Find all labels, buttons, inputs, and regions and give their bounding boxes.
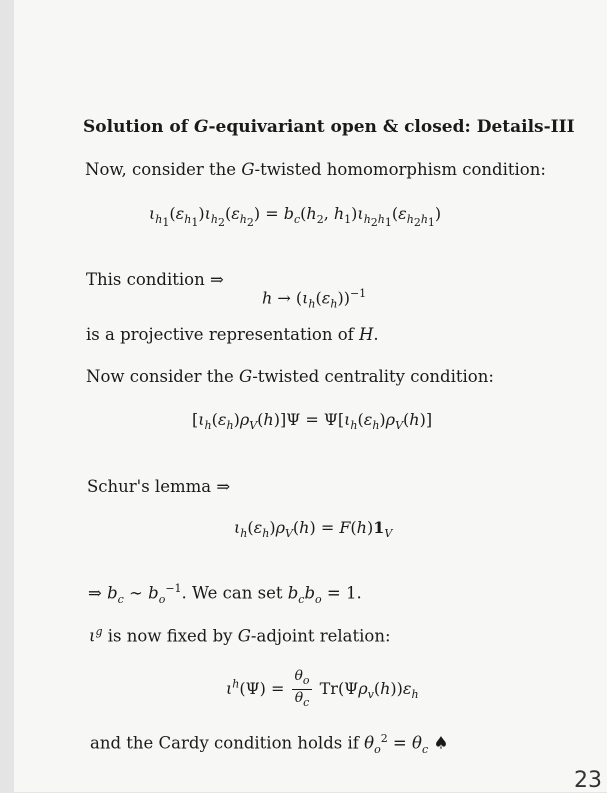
paragraph-cardy: and the Cardy condition holds if $\theta_o^2 = \theta_c$ ♠ <box>90 732 449 756</box>
page-title: Solution of G-equivariant open & closed: Details-III <box>83 117 575 137</box>
equation-adjoint: $\iota^h(\Psi)$ = $\frac{\theta_o}{\theta_c}$ $Tr(\Psi\rho_v(h))\varepsilon_h$ <box>226 668 419 709</box>
equation-schur: $\iota_h(\varepsilon_h)\rho_V(h) = F(h)1_V$ <box>234 518 393 541</box>
paragraph-schur: Schur's lemma ⇒ <box>87 477 231 496</box>
equation-centrality: $[\iota_h(\varepsilon_h)\rho_V(h)]\Psi = \Psi[\iota_h(\varepsilon_h)\rho_V(h)]$ <box>192 410 433 433</box>
fraction-theta: $\frac{\theta_o}{\theta_c}$ <box>294 668 310 709</box>
paragraph-bc-bo: ⇒ $b_c$ ∼ $b_o^{-1}$. We can set $b_cb_o = 1$. <box>88 582 362 606</box>
equation-projective-map: $h \to (\iota_h(\varepsilon_h))^{-1}$ <box>262 287 367 311</box>
document-page <box>14 0 607 792</box>
paragraph-condition-implies: This condition ⇒ <box>86 270 224 289</box>
spade-icon: ♠ <box>433 733 449 754</box>
equation-homomorphism: $\iota_{h_1}(\varepsilon_{h_1})\iota_{h_2}(\varepsilon_{h_2}) = b_c(h_2$, $h_1)\iota_{h_2h_1}(\varepsilon_{h_2h_1})$ <box>149 204 442 230</box>
page-number-fragment: 23 <box>574 768 602 793</box>
paragraph-adjoint-intro: $\iota^g$ is now fixed by G-adjoint relation: <box>89 625 391 646</box>
paragraph-projective-rep: is a projective representation of H. <box>86 325 379 344</box>
paragraph-centrality-intro: Now consider the G-twisted centrality condition: <box>86 367 494 386</box>
paragraph-homomorphism-intro: Now, consider the G-twisted homomorphism condition: <box>85 160 546 179</box>
